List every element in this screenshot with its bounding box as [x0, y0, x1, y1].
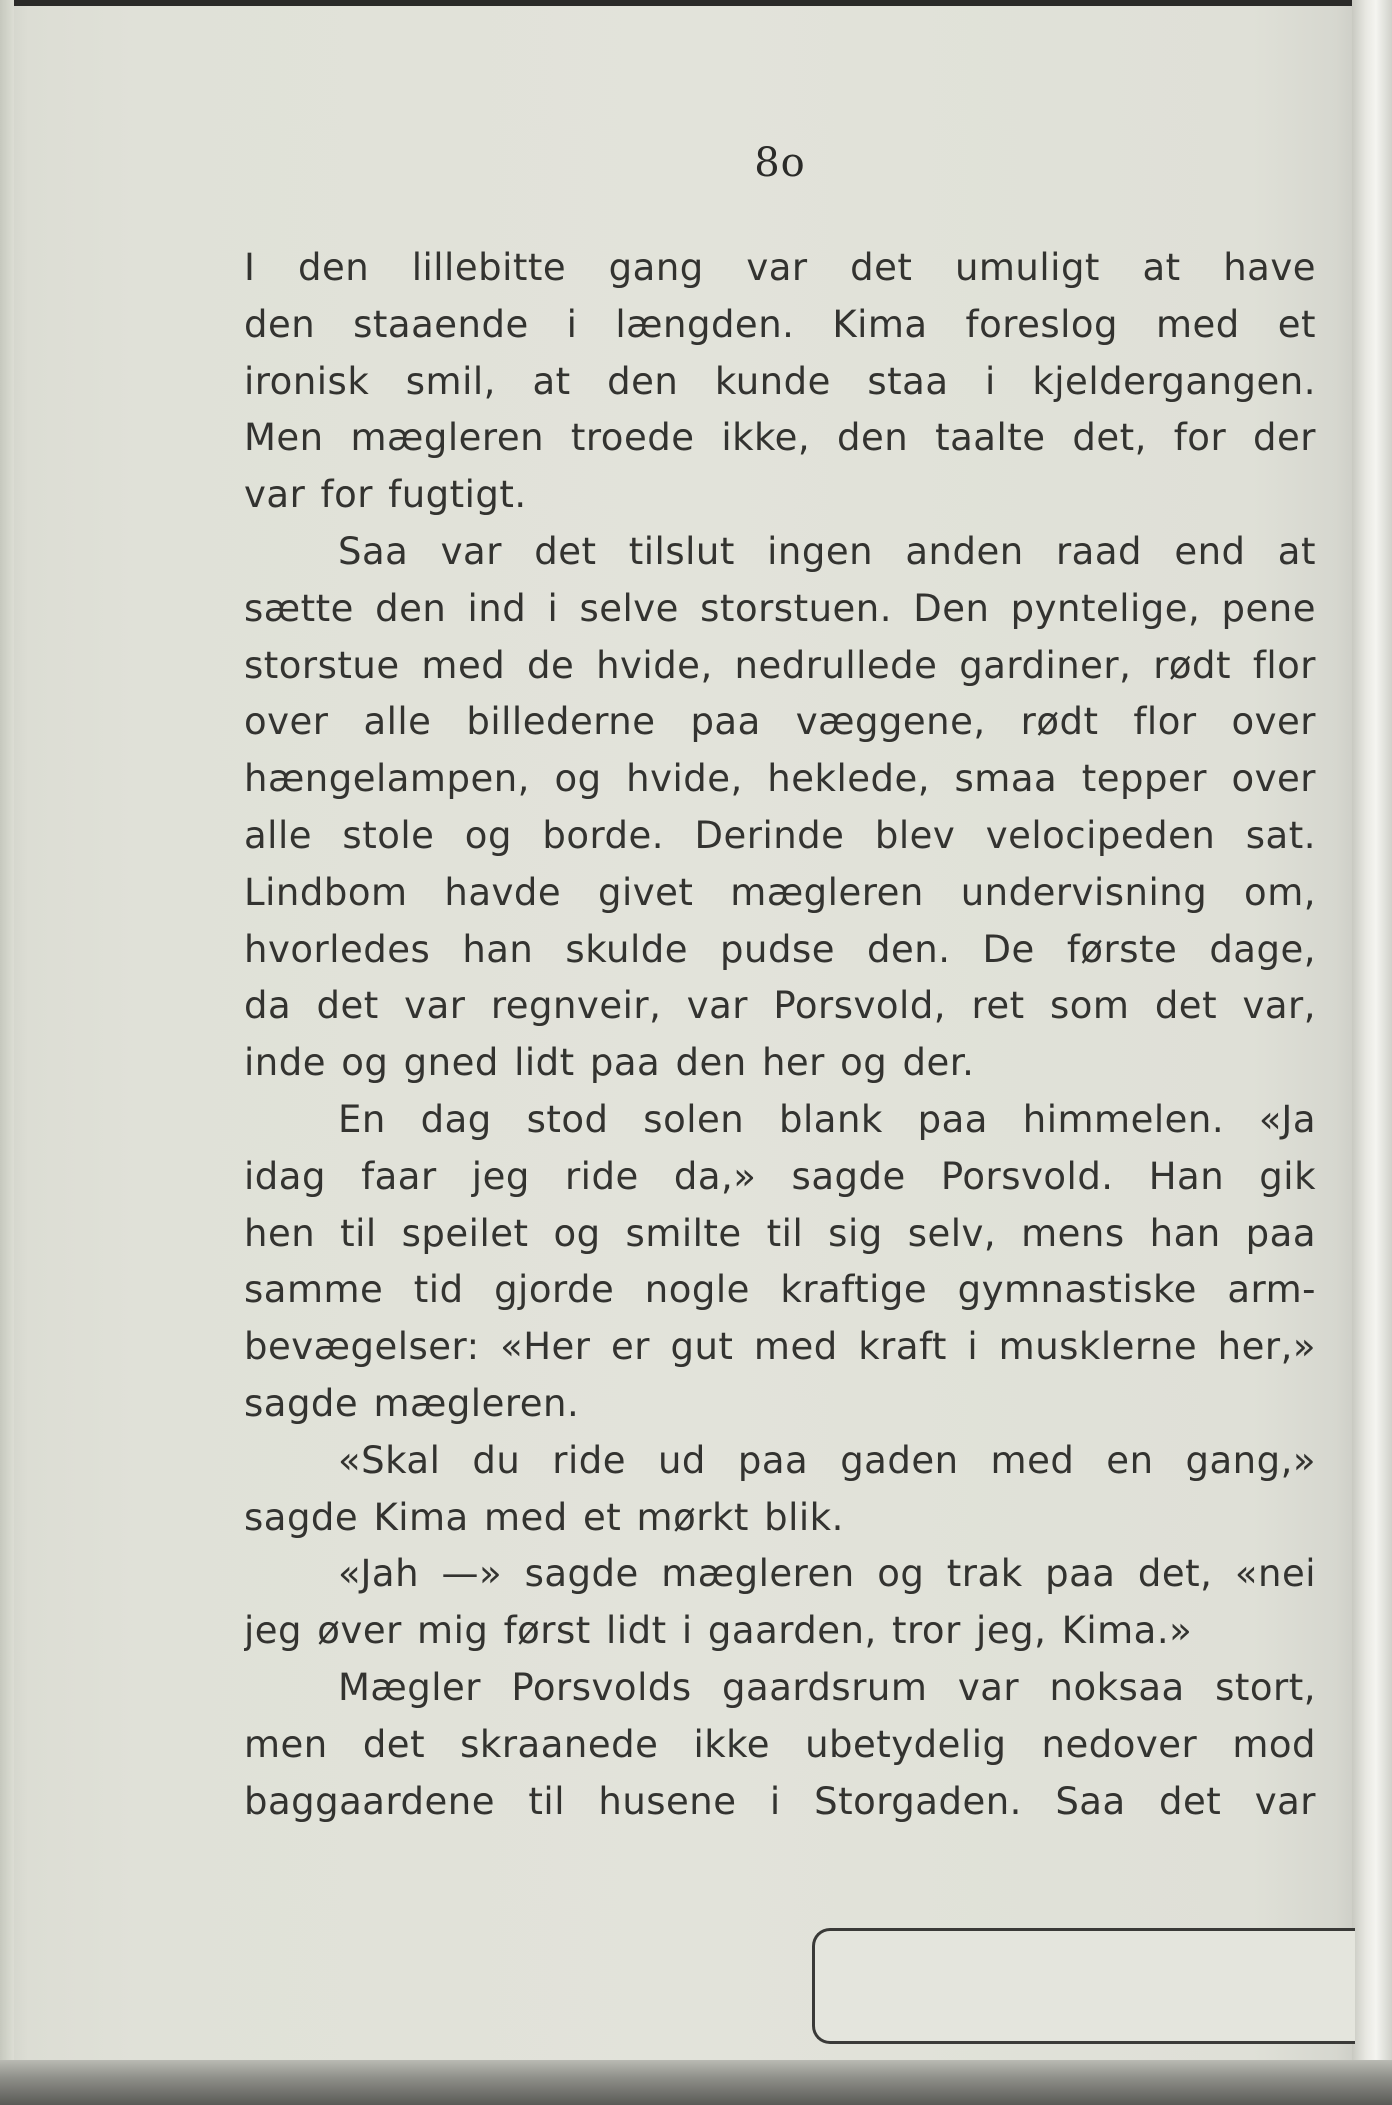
- page-left-edge: [0, 0, 14, 2060]
- text-line: idag faar jeg ride da,» sagde Porsvold. Han gik: [244, 1154, 1316, 1198]
- page-number: 8o: [754, 140, 806, 186]
- text-line: da det var regnveir, var Porsvold, ret som det var,: [244, 984, 1316, 1028]
- text-line: Mægler Porsvolds gaardsrum var noksaa stort,: [338, 1665, 1316, 1709]
- text-line: inde og gned lidt paa den her og der.: [244, 1041, 975, 1085]
- text-line: Men mægleren troede ikke, den taalte det, for der: [244, 416, 1316, 460]
- text-line: I den lillebitte gang var det umuligt at have: [244, 246, 1316, 289]
- text-line: over alle billederne paa væggene, rødt flor over: [244, 700, 1316, 744]
- text-line: «Skal du ride ud paa gaden med en gang,»: [338, 1438, 1316, 1482]
- text-line: sætte den ind i selve storstuen. Den pyntelige, pene: [244, 586, 1316, 630]
- text-line: var for fugtigt.: [244, 473, 527, 517]
- text-line: hvorledes han skulde pudse den. De første dage,: [244, 927, 1316, 971]
- text-line: Lindbom havde givet mægleren undervisning om,: [244, 870, 1316, 914]
- text-line: baggaardene til husene i Storgaden. Saa det var: [244, 1779, 1316, 1823]
- text-line: «Jah —» sagde mægleren og trak paa det, «nei: [338, 1552, 1316, 1596]
- text-line: En dag stod solen blank paa himmelen. «Ja: [338, 1097, 1316, 1141]
- body-text: [244, 240, 1316, 1830]
- text-line: sagde mægleren.: [244, 1381, 580, 1425]
- text-line: den staaende i længden. Kima foreslog med et: [244, 302, 1316, 346]
- text-line: bevægelser: «Her er gut med kraft i musklerne her,»: [244, 1325, 1316, 1369]
- page-binding-edge: [1352, 0, 1392, 2105]
- text-line: samme tid gjorde nogle kraftige gymnastiske arm-: [244, 1268, 1316, 1312]
- text-line: storstue med de hvide, nedrullede gardiner, rødt flor: [244, 643, 1316, 687]
- text-line: hen til speilet og smilte til sig selv, mens han paa: [244, 1211, 1316, 1255]
- text-line: sagde Kima med et mørkt blik.: [244, 1495, 844, 1539]
- library-label-box: [812, 1928, 1355, 2044]
- text-line: alle stole og borde. Derinde blev velocipeden sat.: [244, 813, 1316, 857]
- text-line: jeg øver mig først lidt i gaarden, tror jeg, Kima.»: [244, 1609, 1193, 1653]
- text-line: Saa var det tilslut ingen anden raad end at: [338, 529, 1316, 573]
- bottom-shadow: [0, 2060, 1392, 2105]
- top-shadow: [0, 0, 1392, 6]
- text-line: men det skraanede ikke ubetydelig nedover mod: [244, 1722, 1316, 1766]
- text-line: ironisk smil, at den kunde staa i kjeldergangen.: [244, 359, 1316, 403]
- text-line: hængelampen, og hvide, heklede, smaa tepper over: [244, 757, 1316, 801]
